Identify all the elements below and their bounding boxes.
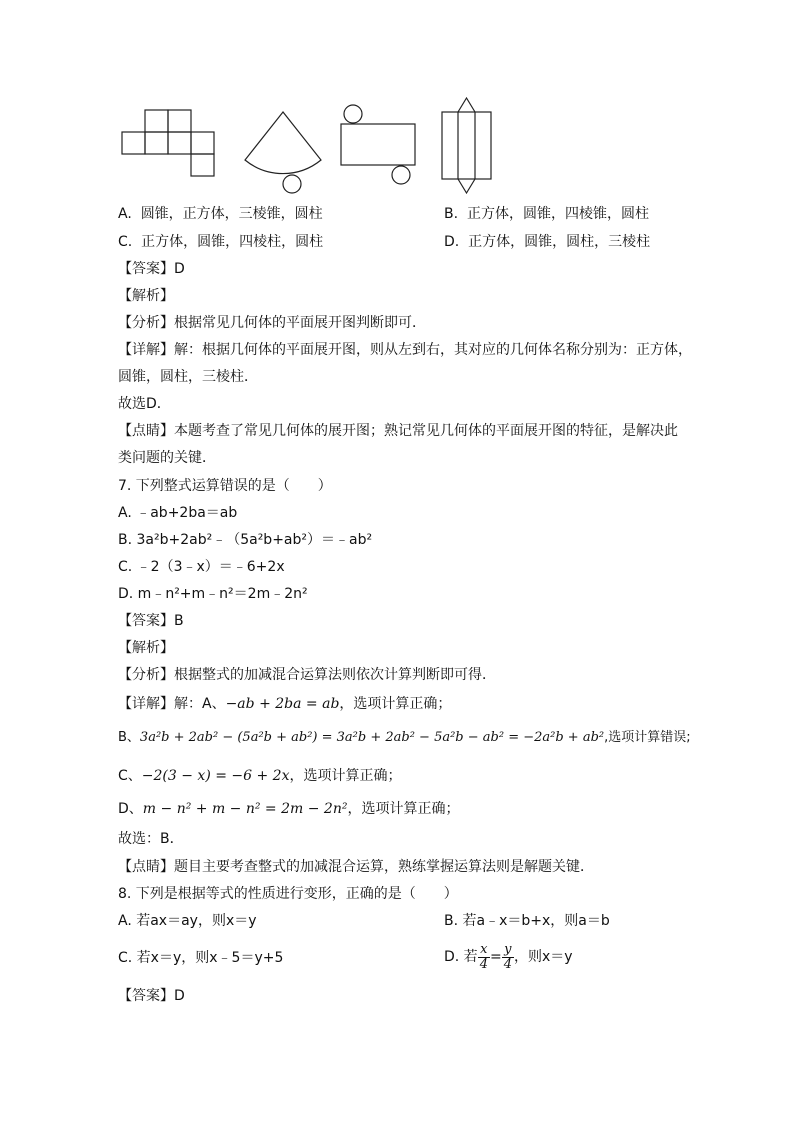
fraction-numerator: x (478, 943, 490, 958)
q7-jiexi: 【解析】 (118, 640, 174, 656)
detail-prefix: C、 (118, 768, 142, 784)
q6-option-c (118, 232, 323, 252)
prism-net-figure (438, 96, 508, 196)
detail-formula: m − n² + m − n² = 2m − 2n² (142, 801, 348, 817)
detail-formula: −ab + 2ba = ab (225, 696, 340, 712)
detail-prefix: B、 (118, 730, 140, 745)
q7-fenxi: 【分析】根据整式的加减混合运算法则依次计算判断即可得． (118, 667, 496, 683)
q7-detail-b (118, 728, 691, 748)
nets-figure-row (110, 96, 510, 196)
q6-dianjing-line1: 【点睛】本题考查了常见几何体的展开图；熟记常见几何体的平面展开图的特征，是解决此 (118, 423, 678, 439)
option-suffix: ，则x＝y (513, 949, 573, 965)
detail-suffix: ,选项计算错误; (604, 730, 691, 745)
q8-option-a: A. 若ax＝ay，则x＝y (118, 913, 257, 929)
q6-option-d (444, 232, 650, 252)
fraction-numerator: y (502, 943, 514, 958)
q6-fenxi: 【分析】根据常见几何体的平面展开图判断即可． (118, 315, 426, 331)
q6-dianjing-line2: 类问题的关键． (118, 450, 216, 466)
detail-prefix: D、 (118, 801, 143, 817)
q8-option-c: C. 若x＝y，则x﹣5＝y+5 (118, 950, 284, 966)
q7-option-c: C. ﹣2（3﹣x）＝﹣6+2x (118, 559, 285, 575)
q6-option-b (444, 204, 649, 224)
option-text: 正方体，圆锥，圆柱，三棱柱 (468, 234, 651, 250)
q7-stem: 7. 下列整式运算错误的是（ ） (118, 478, 332, 494)
detail-prefix: 【详解】解：A、 (118, 696, 226, 712)
option-text: 正方体，圆锥，四棱锥，圆柱 (466, 206, 649, 222)
detail-suffix: ，选项计算正确； (347, 801, 460, 817)
cube-net-figure (120, 108, 230, 198)
q8-stem: 8. 下列是根据等式的性质进行变形，正确的是（ ） (118, 886, 458, 902)
fraction-x-over-4 (478, 943, 490, 972)
cone-net-figure (238, 108, 328, 208)
q8-answer: 【答案】D (118, 988, 185, 1004)
q6-xiangjie-line1: 【详解】解：根据几何体的平面展开图，则从左到右，其对应的几何体名称分别为：正方体， (118, 342, 692, 358)
q7-option-b: B. 3a²b+2ab²﹣（5a²b+ab²）＝﹣ab² (118, 532, 373, 548)
detail-suffix: ，选项计算正确； (289, 768, 402, 784)
q7-detail-c (118, 766, 401, 786)
q7-guxuan: 故选：B． (118, 831, 184, 847)
fraction-denominator: 4 (479, 956, 488, 972)
option-text: 圆锥，正方体，三棱锥，圆柱 (140, 206, 323, 222)
q6-jiexi: 【解析】 (118, 288, 174, 304)
option-label: D. (444, 234, 460, 250)
q6-xiangjie-line2: 圆锥，圆柱，三棱柱． (118, 369, 258, 385)
q8-option-d (444, 940, 573, 974)
option-text: 正方体，圆锥，四棱柱，圆柱 (141, 234, 324, 250)
q6-guxuan: 故选D． (118, 396, 171, 412)
option-label: A. (118, 206, 132, 222)
q7-answer: 【答案】B (118, 613, 184, 629)
fraction-y-over-4 (502, 943, 514, 972)
detail-suffix: ，选项计算正确； (339, 696, 452, 712)
q6-option-a (118, 204, 323, 224)
q6-answer: 【答案】D (118, 261, 185, 277)
option-prefix: D. 若 (444, 949, 478, 965)
q7-detail-a (118, 694, 451, 714)
q7-detail-d (118, 799, 459, 819)
q7-dianjing: 【点睛】题目主要考查整式的加减混合运算，熟练掌握运算法则是解题关键． (118, 859, 594, 875)
q8-option-b: B. 若a﹣x＝b+x，则a＝b (444, 913, 610, 929)
q7-option-d: D. m﹣n²+m﹣n²＝2m﹣2n² (118, 586, 308, 602)
option-label: B. (444, 206, 459, 222)
detail-formula: 3a²b + 2ab² − (5a²b + ab²) = 3a²b + 2ab² − 5a²b − ab² = −2a²b + ab² (139, 730, 605, 745)
q7-option-a: A. ﹣ab+2ba＝ab (118, 505, 238, 521)
equals-sign: = (489, 949, 502, 965)
cylinder-net-figure (338, 100, 428, 200)
fraction-denominator: 4 (503, 956, 512, 972)
detail-formula: −2(3 − x) = −6 + 2x (141, 768, 290, 784)
option-label: C. (118, 234, 133, 250)
